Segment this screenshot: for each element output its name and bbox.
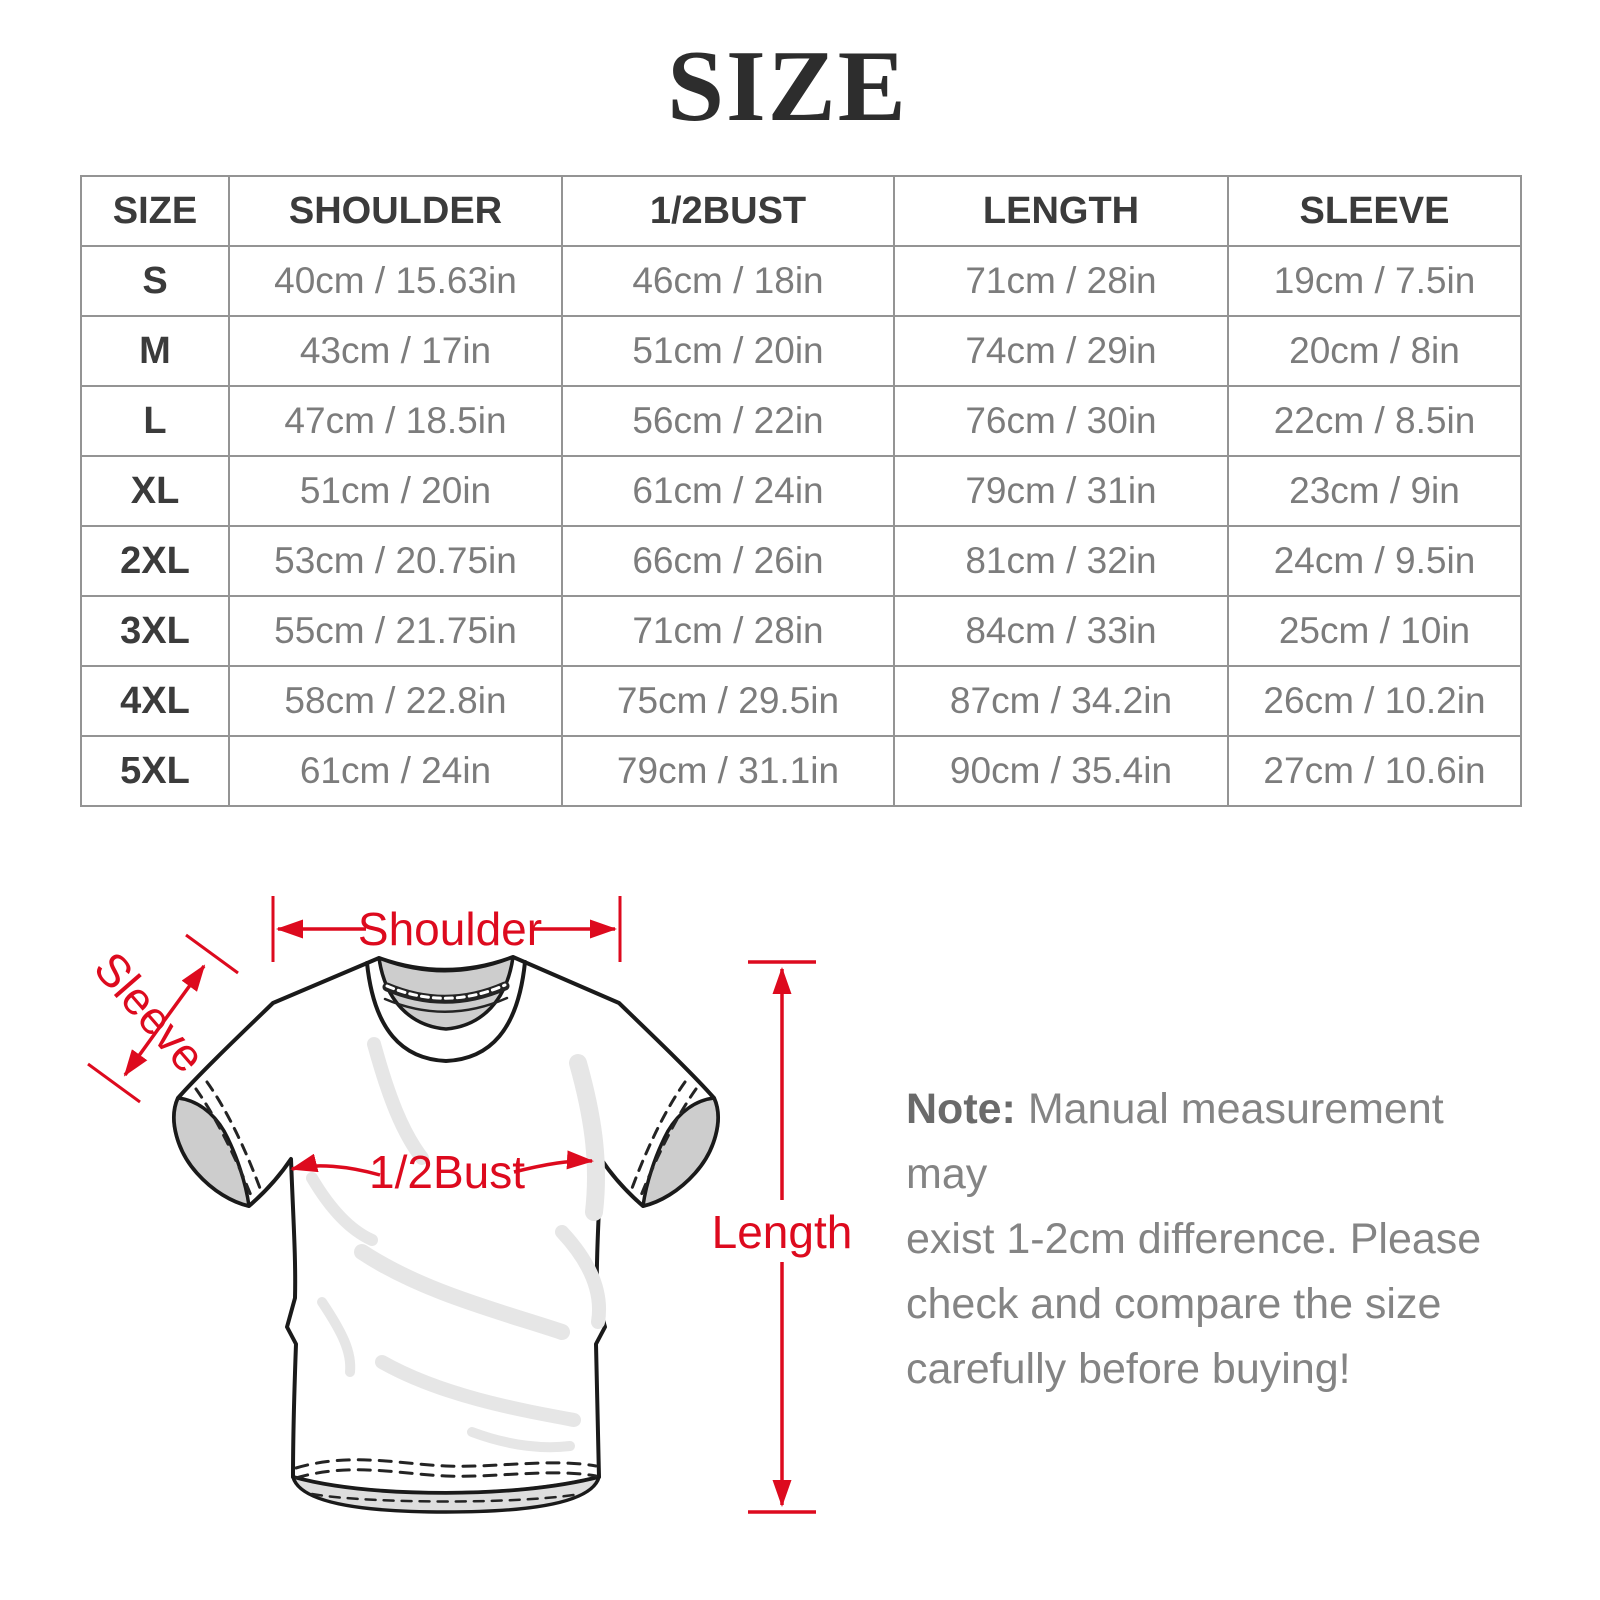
- measurement-cell: 26cm / 10.2in: [1228, 666, 1521, 736]
- measurement-cell: 23cm / 9in: [1228, 456, 1521, 526]
- measurement-cell: 25cm / 10in: [1228, 596, 1521, 666]
- half-bust-label: 1/2Bust: [369, 1146, 525, 1198]
- column-header-1-2bust: 1/2BUST: [562, 176, 894, 246]
- size-label-cell: 2XL: [81, 526, 229, 596]
- tshirt-body: [174, 957, 718, 1493]
- table-row-m: [81, 316, 1521, 386]
- measurement-cell: 46cm / 18in: [562, 246, 894, 316]
- note-line: exist 1-2cm difference. Please: [906, 1215, 1482, 1263]
- size-table: [80, 175, 1522, 807]
- size-label-cell: M: [81, 316, 229, 386]
- size-table-body: [81, 246, 1521, 806]
- measurement-cell: 55cm / 21.75in: [229, 596, 562, 666]
- column-header-sleeve: SLEEVE: [1228, 176, 1521, 246]
- measurement-cell: 58cm / 22.8in: [229, 666, 562, 736]
- size-label-cell: S: [81, 246, 229, 316]
- shoulder-annotation: [273, 896, 620, 962]
- page-title: SIZE: [667, 30, 908, 143]
- measurement-cell: 24cm / 9.5in: [1228, 526, 1521, 596]
- table-row-3xl: [81, 596, 1521, 666]
- tshirt-drawing: [174, 957, 718, 1512]
- measurement-cell: 75cm / 29.5in: [562, 666, 894, 736]
- measurement-cell: 71cm / 28in: [894, 246, 1228, 316]
- shoulder-label: Shoulder: [357, 903, 543, 955]
- table-row-4xl: [81, 666, 1521, 736]
- table-row-5xl: [81, 736, 1521, 806]
- column-header-size: SIZE: [81, 176, 229, 246]
- measurement-cell: 56cm / 22in: [562, 386, 894, 456]
- column-header-length: LENGTH: [894, 176, 1228, 246]
- table-row-l: [81, 386, 1521, 456]
- measurement-cell: 51cm / 20in: [562, 316, 894, 386]
- measurement-cell: 66cm / 26in: [562, 526, 894, 596]
- size-label-cell: XL: [81, 456, 229, 526]
- measurement-cell: 20cm / 8in: [1228, 316, 1521, 386]
- measurement-cell: 87cm / 34.2in: [894, 666, 1228, 736]
- size-table-header: [81, 176, 1521, 246]
- measurement-cell: 79cm / 31in: [894, 456, 1228, 526]
- measurement-cell: 43cm / 17in: [229, 316, 562, 386]
- measurement-cell: 76cm / 30in: [894, 386, 1228, 456]
- measurement-cell: 22cm / 8.5in: [1228, 386, 1521, 456]
- measurement-cell: 61cm / 24in: [229, 736, 562, 806]
- note-text: [906, 1077, 1506, 1402]
- length-label: Length: [711, 1206, 853, 1258]
- column-header-shoulder: SHOULDER: [229, 176, 562, 246]
- sleeve-label: Sleeve: [84, 941, 216, 1083]
- note-line: check and compare the size: [906, 1280, 1442, 1328]
- measurement-cell: 19cm / 7.5in: [1228, 246, 1521, 316]
- size-label-cell: 4XL: [81, 666, 229, 736]
- note-label: Note:: [906, 1085, 1016, 1133]
- size-label-cell: 3XL: [81, 596, 229, 666]
- size-label-cell: L: [81, 386, 229, 456]
- table-row-s: [81, 246, 1521, 316]
- note-line: Note: Manual measurement may: [906, 1085, 1444, 1198]
- table-row-xl: [81, 456, 1521, 526]
- measurement-cell: 53cm / 20.75in: [229, 526, 562, 596]
- table-row-2xl: [81, 526, 1521, 596]
- measurement-cell: 74cm / 29in: [894, 316, 1228, 386]
- measurement-cell: 40cm / 15.63in: [229, 246, 562, 316]
- size-label-cell: 5XL: [81, 736, 229, 806]
- measurement-cell: 84cm / 33in: [894, 596, 1228, 666]
- measurement-cell: 90cm / 35.4in: [894, 736, 1228, 806]
- measurement-cell: 51cm / 20in: [229, 456, 562, 526]
- length-annotation: [712, 962, 853, 1512]
- measurement-cell: 61cm / 24in: [562, 456, 894, 526]
- measurement-cell: 81cm / 32in: [894, 526, 1228, 596]
- measurement-cell: 27cm / 10.6in: [1228, 736, 1521, 806]
- measurement-cell: 47cm / 18.5in: [229, 386, 562, 456]
- note-line: carefully before buying!: [906, 1345, 1351, 1393]
- measurement-cell: 71cm / 28in: [562, 596, 894, 666]
- measurement-cell: 79cm / 31.1in: [562, 736, 894, 806]
